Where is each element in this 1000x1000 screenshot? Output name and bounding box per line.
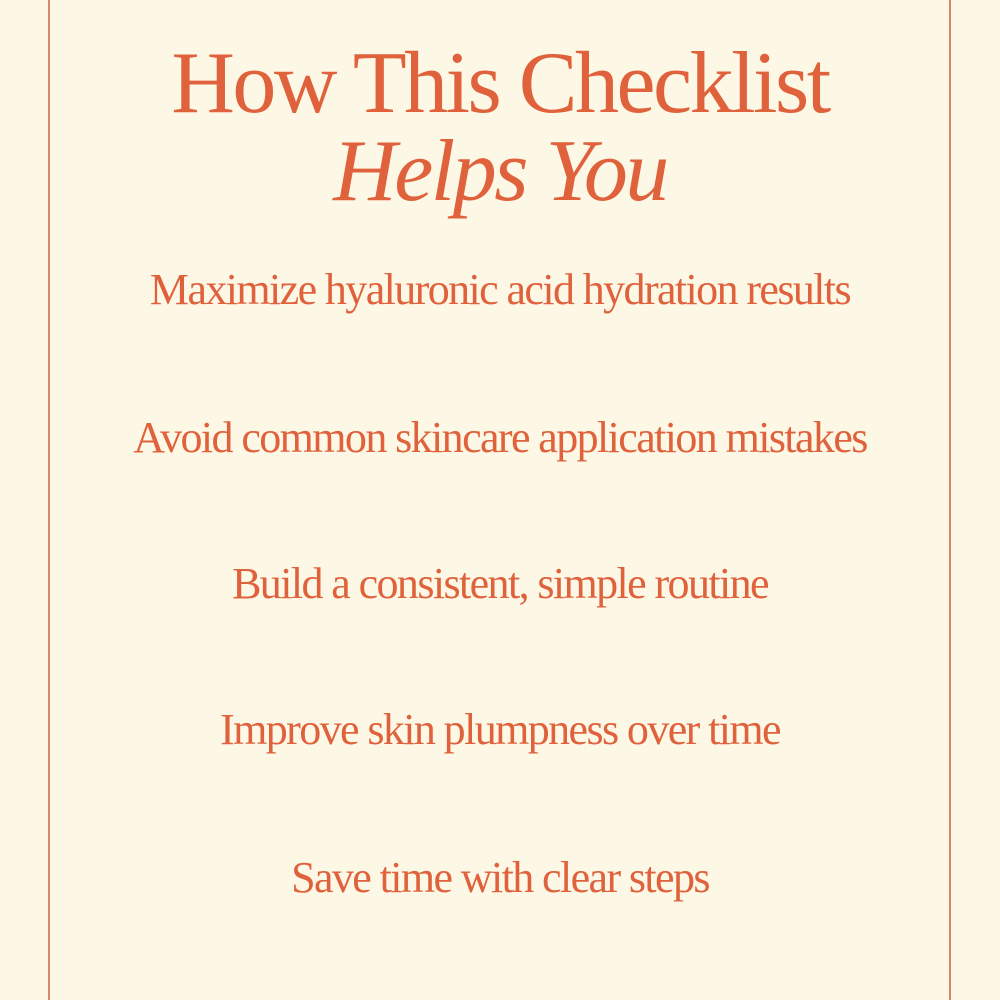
benefit-item: Save time with clear steps	[291, 853, 709, 902]
benefit-item: Improve skin plumpness over time	[220, 705, 780, 754]
benefit-item: Maximize hyaluronic acid hydration results	[149, 265, 851, 314]
page-title-line-2: Helps You	[333, 123, 667, 220]
benefit-item: Avoid common skincare application mistakes	[133, 413, 867, 462]
page-title	[0, 36, 1000, 228]
page-title-line-1: How This Checklist	[171, 35, 829, 132]
benefit-item: Build a consistent, simple routine	[232, 559, 768, 608]
